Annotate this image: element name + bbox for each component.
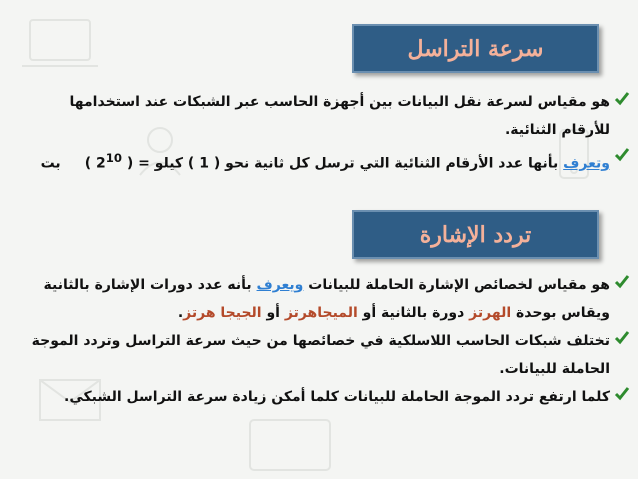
bullet-text: أو <box>261 305 285 321</box>
checkmark-icon <box>614 90 630 106</box>
checkmark-icon <box>614 273 630 289</box>
bullet-text: هو مقياس لسرعة نقل البيانات بين أجهزة الحاسب عبر الشبكات عند استخدامها للأرقام الثنائية. <box>69 94 610 138</box>
checkmark-icon <box>614 385 630 401</box>
background-tablet-icon <box>250 420 330 470</box>
bullet-text: . <box>177 305 184 321</box>
section-title-frequency: تردد الإشارة <box>352 210 599 259</box>
unit-hertz: الهرتز <box>469 305 512 321</box>
exponent: 10 <box>105 151 122 165</box>
bullet-text: دورة بالثانية أو <box>357 305 470 321</box>
speed-bullet-list <box>20 88 630 178</box>
bullet-text: هو مقياس لخصائص الإشارة الحاملة للبيانات <box>303 277 610 293</box>
unit-gigahertz: الجيجا هرتز <box>183 305 262 321</box>
definition-link[interactable]: وتعرف <box>563 155 610 172</box>
bullet-text: تختلف شبكات الحاسب اللاسلكية في خصائصها من حيث سرعة التراسل وتردد الموجة الحاملة للبيانات. <box>31 333 610 377</box>
list-item <box>20 88 630 144</box>
bullet-text: بأنها عدد الأرقام الثنائية التي ترسل كل ثانية نحو ( 1 ) كيلو = ( 2 <box>95 155 564 172</box>
definition-link[interactable]: ويعرف <box>256 277 304 293</box>
bullet-text: بأنه عدد دورات الإشارة بالثانية ويقاس بوحدة <box>43 277 610 321</box>
list-item <box>20 144 630 178</box>
unit-megahertz: الميجاهرتز <box>284 305 358 321</box>
bullet-text: كلما ارتفع تردد الموجة الحاملة للبيانات كلما أمكن زيادة سرعة التراسل الشبكي. <box>64 389 610 405</box>
background-laptop-icon <box>22 20 98 66</box>
unit-label: بت <box>40 155 61 172</box>
list-item <box>20 327 630 383</box>
list-item <box>20 383 630 411</box>
list-item <box>20 271 630 327</box>
checkmark-icon <box>614 146 630 162</box>
section-title-speed: سرعة التراسل <box>352 24 599 73</box>
frequency-bullet-list <box>20 271 630 411</box>
checkmark-icon <box>614 329 630 345</box>
bullet-text: ) <box>84 155 96 172</box>
